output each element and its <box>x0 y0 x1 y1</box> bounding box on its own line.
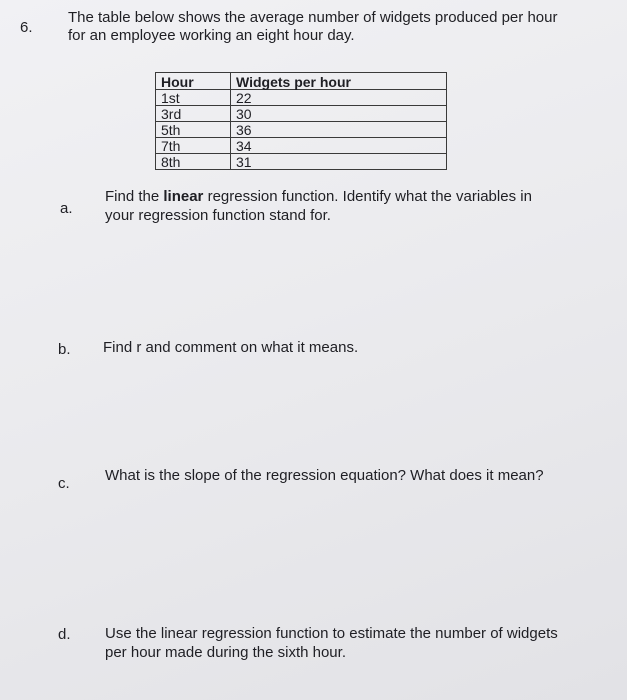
table-cell-hour: 7th <box>156 138 231 154</box>
question-number: 6. <box>20 19 33 36</box>
part-d-text <box>105 624 620 662</box>
table-header-row <box>156 73 447 90</box>
widgets-table <box>155 72 447 170</box>
table-cell-widgets: 36 <box>231 122 447 138</box>
part-a-text <box>105 187 605 225</box>
part-c-letter: c. <box>58 475 70 492</box>
table-header-hour: Hour <box>156 73 231 90</box>
part-d-line-2: per hour made during the sixth hour. <box>105 644 346 661</box>
part-a-bold-word: linear <box>163 188 204 205</box>
part-a-line-2: your regression function stand for. <box>105 207 331 224</box>
part-a-line-1 <box>105 187 605 206</box>
table-row <box>156 138 447 154</box>
table-cell-widgets: 30 <box>231 106 447 122</box>
table-cell-hour: 1st <box>156 90 231 106</box>
part-a-letter: a. <box>60 200 73 217</box>
table-cell-widgets: 22 <box>231 90 447 106</box>
intro-line-2: for an employee working an eight hour day. <box>68 27 355 44</box>
part-b-text: Find r and comment on what it means. <box>103 339 359 356</box>
table-cell-hour: 3rd <box>156 106 231 122</box>
table-header-widgets: Widgets per hour <box>231 73 447 90</box>
table-row <box>156 154 447 170</box>
table-cell-hour: 5th <box>156 122 231 138</box>
part-b-letter: b. <box>58 341 71 358</box>
intro-line-1: The table below shows the average number of widgets produced per hour <box>68 9 558 26</box>
table-row <box>156 122 447 138</box>
part-a-line-1-end: regression function. Identify what the variables in <box>203 188 532 205</box>
part-a-line-1-start: Find the <box>105 188 164 205</box>
table-cell-hour: 8th <box>156 154 231 170</box>
table-cell-widgets: 34 <box>231 138 447 154</box>
table-row <box>156 106 447 122</box>
question-intro <box>68 9 608 45</box>
table-row <box>156 90 447 106</box>
table-cell-widgets: 31 <box>231 154 447 170</box>
part-c-text: What is the slope of the regression equation? What does it mean? <box>105 467 544 484</box>
part-d-line-1: Use the linear regression function to estimate the number of widgets <box>105 625 558 642</box>
part-d-letter: d. <box>58 626 71 643</box>
